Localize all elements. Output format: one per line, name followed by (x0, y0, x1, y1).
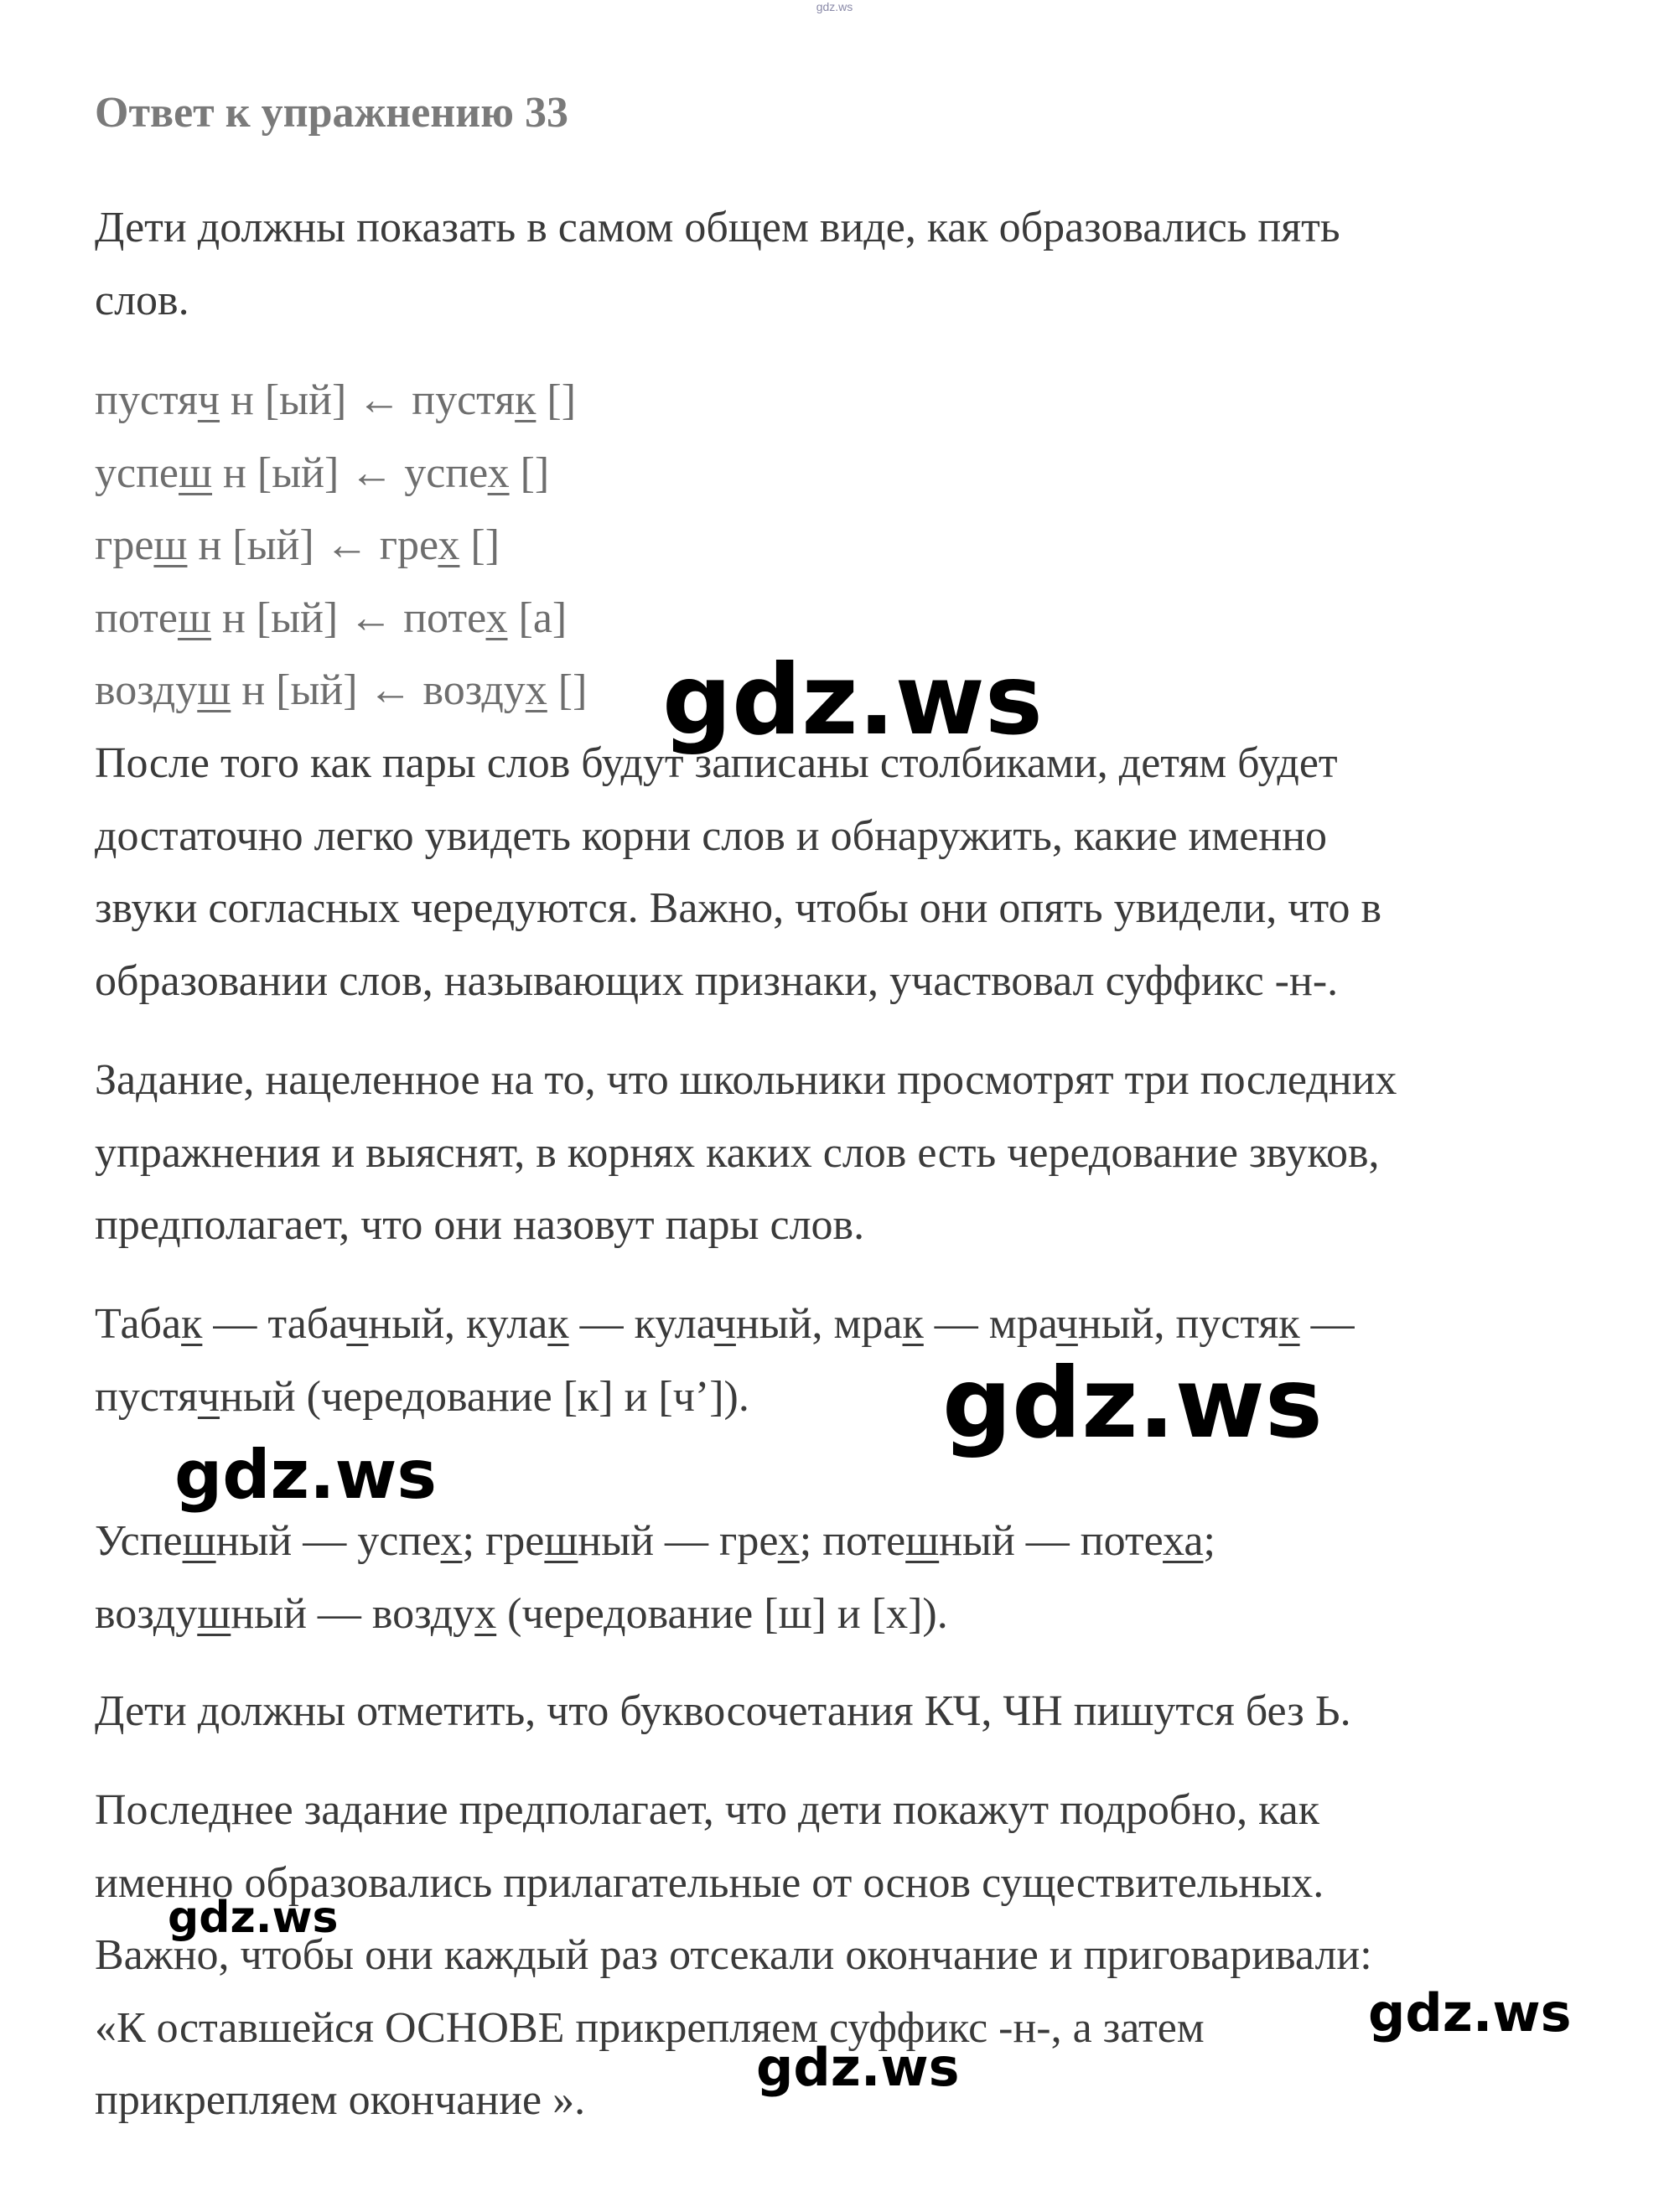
text-line: «К оставшейся ОСНОВЕ прикрепляем суффикс -н-, а затем (95, 2003, 1205, 2052)
text-line: воздушный — воздух (чередование [ш] и [х]). (95, 1589, 948, 1638)
word-pair: успеш н [ый] ← успех [] (95, 448, 550, 497)
text-line: Успешный — успех; грешный — грех; потешный — потеха; (95, 1517, 1215, 1565)
text-line: Важно, чтобы они каждый раз отсекали окончание и приговаривали: (95, 1931, 1372, 1979)
text-line: упражнения и выяснят, в корнях каких слов есть чередование звуков, (95, 1128, 1380, 1177)
text-line: Задание, нацеленное на то, что школьники просмотрят три последних (95, 1056, 1397, 1104)
text-line: образовании слов, называющих признаки, участвовал суффикс -н-. (95, 956, 1339, 1005)
watermark: gdz.ws (1368, 1982, 1572, 2044)
text-line: Дети должны отметить, что буквосочетания КЧ, ЧН пишутся без Ь. (95, 1687, 1351, 1735)
text-line: Табак — табачный, кулак — кулачный, мрак — мрачный, пустяк — (95, 1300, 1355, 1348)
text-line: звуки согласных чередуются. Важно, чтобы они опять увидели, что в (95, 884, 1382, 932)
watermark: gdz.ws (174, 1436, 438, 1514)
paragraph-4 (95, 1505, 1570, 1650)
watermark: gdz.ws (662, 644, 1043, 757)
top-watermark-label: gdz.ws (816, 0, 853, 13)
text-line: Последнее задание предполагает, что дети покажут подробно, как (95, 1786, 1319, 1834)
paragraph-3 (95, 1288, 1570, 1433)
text-line: пустячный (чередование [к] и [ч’]). (95, 1372, 749, 1421)
paragraph-5 (95, 1676, 1570, 1748)
paragraph-2 (95, 1044, 1570, 1262)
text-line: Дети должны показать в самом общем виде, как образовались пять (95, 204, 1340, 251)
text-line: слов. (95, 276, 189, 324)
word-pair: греш н [ый] ← грех [] (95, 521, 500, 569)
intro-paragraph (95, 192, 1570, 337)
word-pair: пустяч н [ый] ← пустяк [] (95, 376, 577, 424)
text-line: достаточно легко увидеть корни слов и обнаружить, какие именно (95, 811, 1328, 860)
word-pair: потеш н [ый] ← потех [а] (95, 593, 568, 642)
watermark: gdz.ws (942, 1347, 1323, 1460)
paragraph-1 (95, 728, 1570, 1018)
word-pair: воздуш н [ый] ← воздух [] (95, 666, 588, 714)
watermark: gdz.ws (168, 1893, 339, 1943)
text-line: предполагает, что они назовут пары слов. (95, 1201, 865, 1249)
text-line: именно образовались прилагательные от основ существительных. (95, 1858, 1324, 1907)
watermark: gdz.ws (756, 2037, 960, 2098)
page-title: Ответ к упражнению 33 (95, 89, 568, 137)
text-line: прикрепляем окончание ». (95, 2076, 586, 2124)
text-line: После того как пары слов будут записаны столбиками, детям будет (95, 739, 1338, 787)
